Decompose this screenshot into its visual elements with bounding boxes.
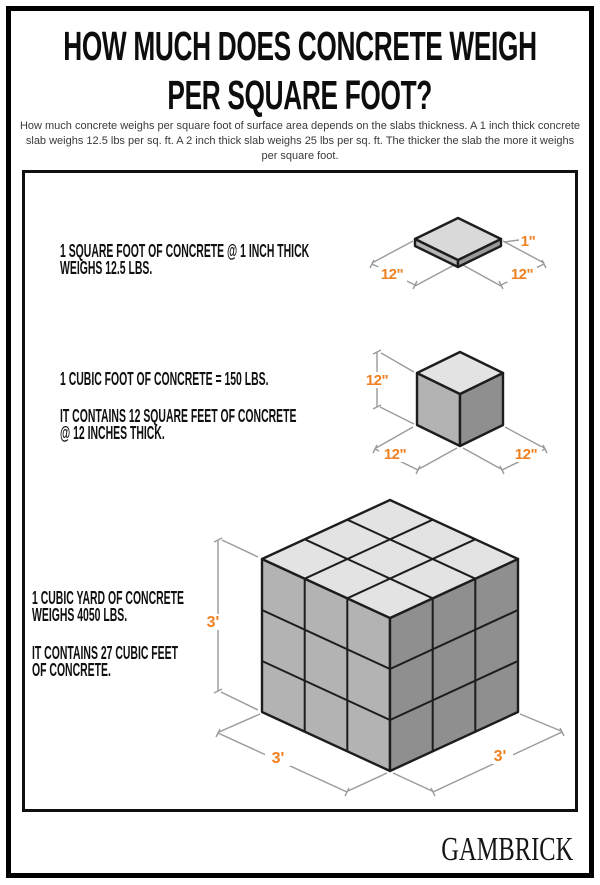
slab-illustration bbox=[355, 210, 560, 305]
stat-cubic-foot-line-2: IT CONTAINS 12 SQUARE FEET OF CONCRETE bbox=[60, 406, 297, 426]
stat-cubic-yard-line-4: OF CONCRETE. bbox=[32, 660, 111, 680]
stat-cubic-foot-line-1: 1 CUBIC FOOT OF CONCRETE = 150 LBS. bbox=[60, 369, 269, 389]
stat-square-foot-line-2: WEIGHS 12.5 LBS. bbox=[60, 258, 153, 278]
title-line-1: HOW MUCH DOES CONCRETE WEIGH bbox=[63, 23, 537, 69]
description-line: slab weighs 12.5 lbs per sq. ft. A 2 inch thick slab weighs 25 lbs per sq. ft. The thicker the slab the more it weighs bbox=[25, 135, 575, 147]
slab-top-face bbox=[415, 218, 501, 260]
slab-shape bbox=[415, 218, 501, 267]
brand-logo: GAMBRICK bbox=[441, 831, 573, 868]
cube-depth-label: 12" bbox=[514, 446, 538, 463]
slab-width-label: 12" bbox=[380, 266, 404, 283]
intro-description bbox=[0, 119, 600, 164]
cubic-foot-illustration bbox=[355, 340, 565, 475]
description-line: How much concrete weighs per square foot of surface area depends on the slabs thickness. A 1 inch thick concrete bbox=[19, 120, 581, 132]
title-line-2: PER SQUARE FOOT? bbox=[167, 72, 433, 118]
yard-height-label: 3' bbox=[206, 614, 220, 631]
yard-depth-label: 3' bbox=[493, 748, 507, 765]
stat-cubic-yard-line-1: 1 CUBIC YARD OF CONCRETE bbox=[32, 588, 184, 608]
cube-width-label: 12" bbox=[383, 446, 407, 463]
yard-cube-shape bbox=[262, 500, 518, 771]
cubic-yard-illustration bbox=[195, 490, 580, 805]
stat-cubic-foot-line-3: @ 12 INCHES THICK. bbox=[60, 423, 165, 443]
stat-cubic-yard-line-3: IT CONTAINS 27 CUBIC FEET bbox=[32, 643, 178, 663]
slab-depth-label: 12" bbox=[510, 266, 534, 283]
slab-thickness-label: 1" bbox=[520, 233, 536, 250]
page-title bbox=[0, 22, 600, 120]
yard-width-label: 3' bbox=[271, 750, 285, 767]
cube-shape bbox=[417, 352, 503, 446]
cube-height-label: 12" bbox=[365, 372, 389, 389]
description-line: per square foot. bbox=[261, 150, 339, 162]
stat-square-foot-line-1: 1 SQUARE FOOT OF CONCRETE @ 1 INCH THICK bbox=[60, 241, 310, 261]
stat-cubic-yard-line-2: WEIGHS 4050 LBS. bbox=[32, 605, 128, 625]
